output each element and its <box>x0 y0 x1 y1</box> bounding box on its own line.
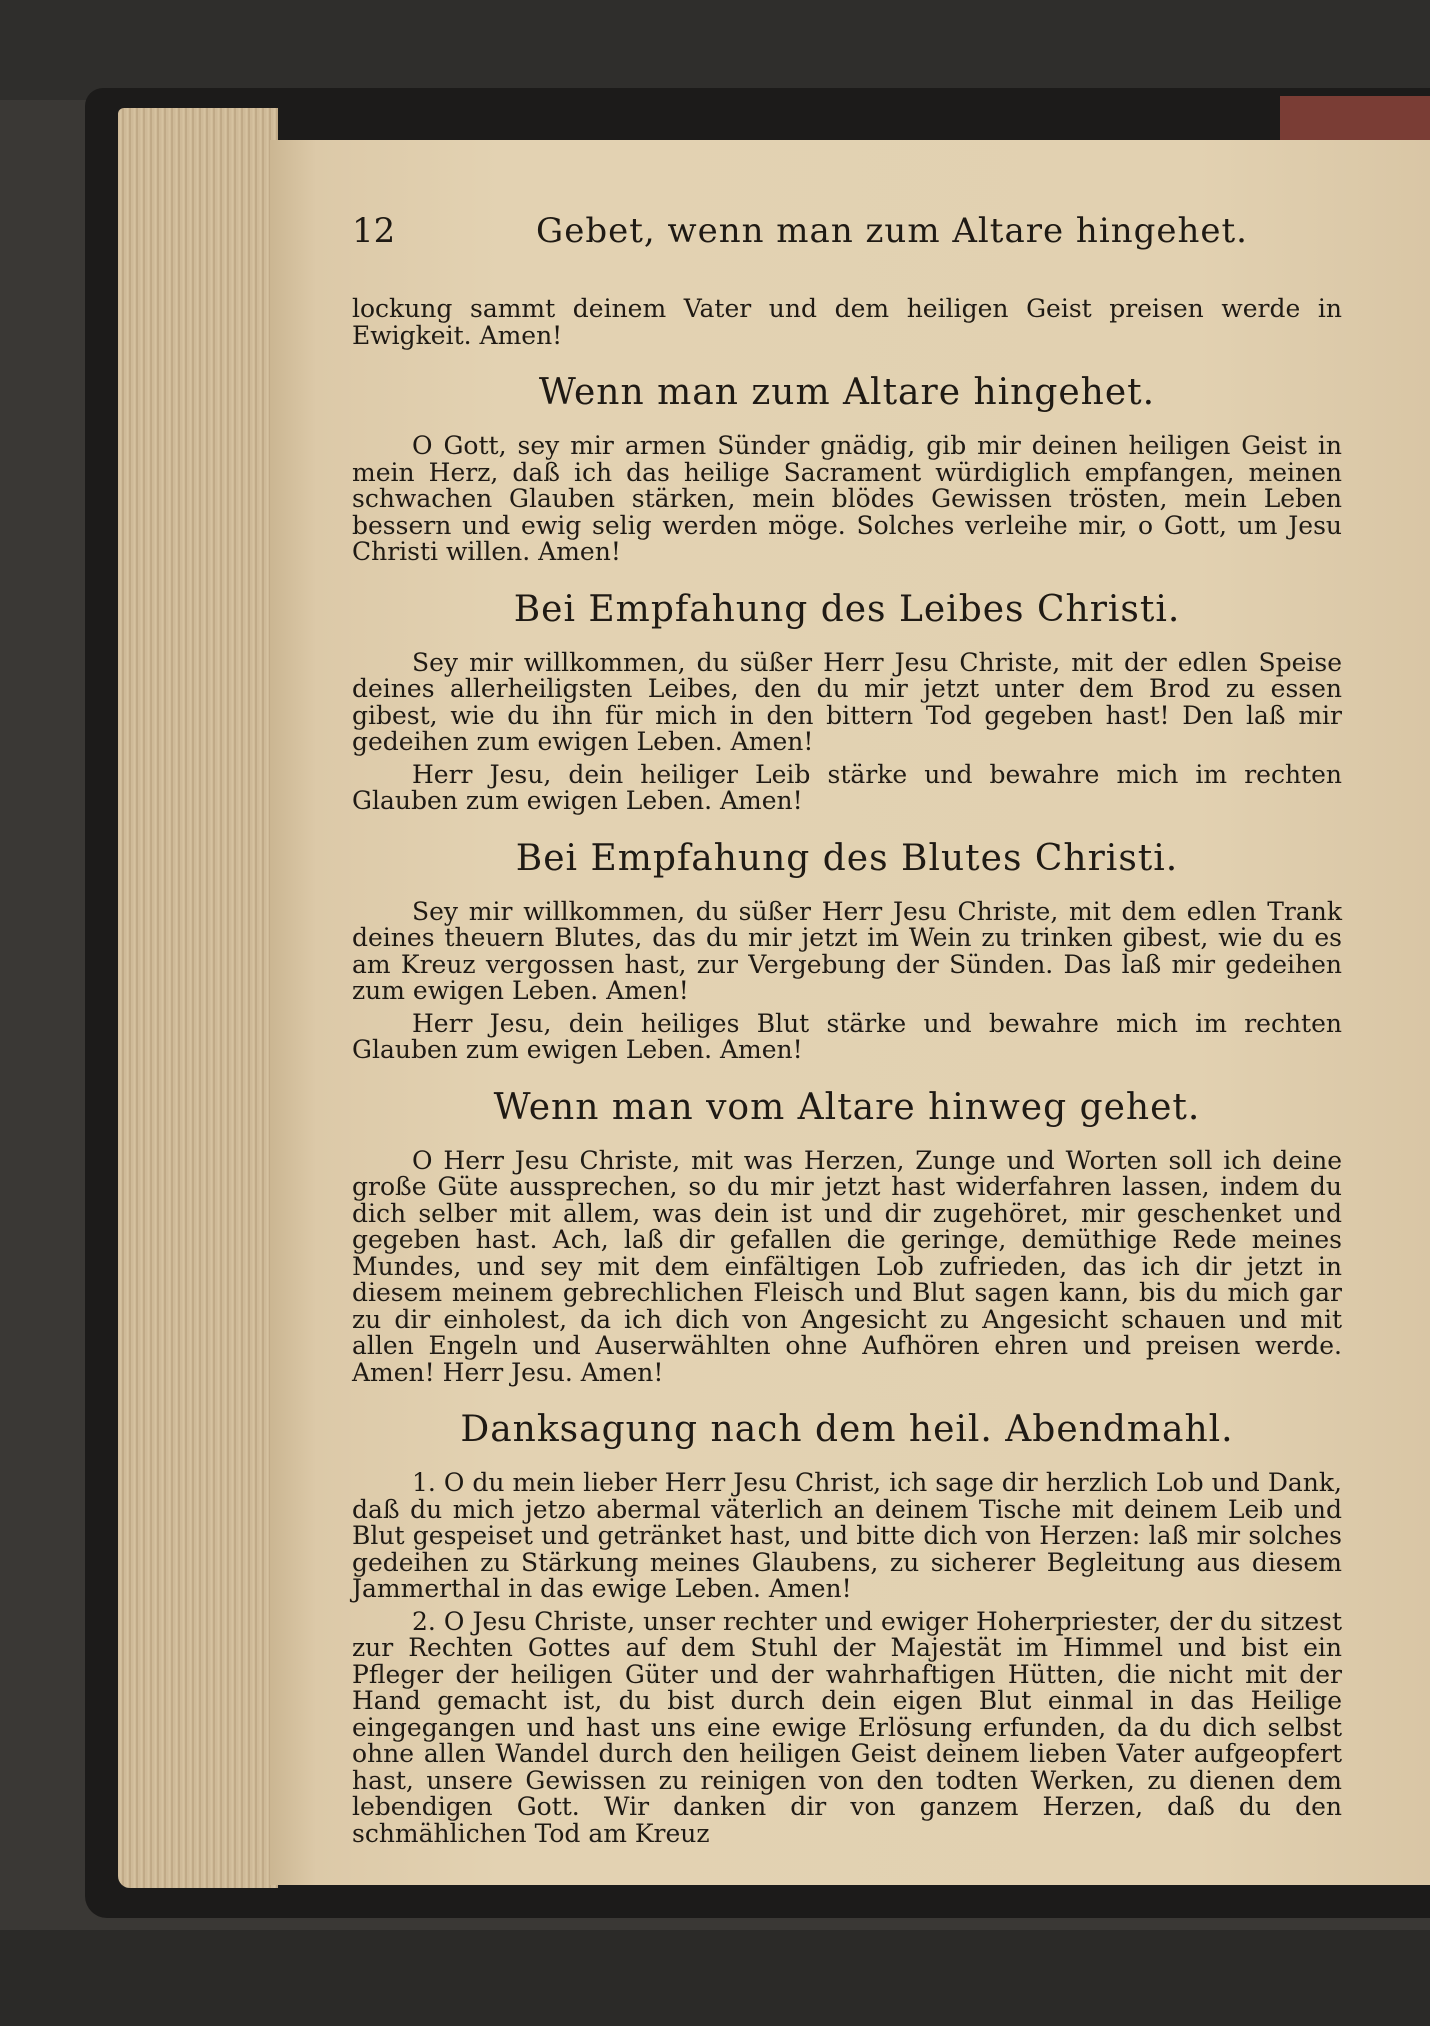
prayer-paragraph: Herr Jesu, dein heiliges Blut stärke und bewahre mich im rechten Glauben zum ewigen Leben. Amen! <box>352 1008 1342 1064</box>
section-heading: Danksagung nach dem heil. Abendmahl. <box>460 1409 1234 1450</box>
running-title: Gebet, wenn man zum Altare hingehet. <box>536 211 1248 251</box>
page-stack <box>118 108 278 1888</box>
section-blood-christi <box>352 837 1342 1064</box>
page-content <box>352 211 1342 1853</box>
backdrop-bottom <box>0 1930 1430 2026</box>
section-body-christi <box>352 588 1342 815</box>
page-number: 12 <box>352 211 396 251</box>
prayer-paragraph: 2. O Jesu Christe, unser rechter und ewiger Hoherpriester, der du sitzest zur Rechten Gottes auf dem Stuhl der Majestät im Himmel und bist ein Pfleger der heiligen Güter und der wahrhaftigen Hütten, die nicht mit der Hand gemacht ist, du bist durch dein eigen Blut einmal in das Heilige eingegangen und hast uns eine ewige Erlösung erfunden, da du dich selbst ohne allen Wandel durch den heiligen Geist deinem lieben Vater aufgeopfert hast, unsere Gewissen zu reinigen von den todten Werken, zu dienen dem lebendigen Gott. Wir danken dir von ganzem Herzen, daß du den schmählichen Tod am Kreuz <box>352 1606 1342 1848</box>
section-heading: Bei Empfahung des Leibes Christi. <box>513 588 1181 630</box>
section-heading: Wenn man vom Altare hinweg gehet. <box>493 1086 1201 1128</box>
section-heading: Wenn man zum Altare hingehet. <box>538 372 1156 413</box>
prayer-paragraph: 1. O du mein lieber Herr Jesu Christ, ich sage dir herzlich Lob und Dank, daß du mich jetzo abermal väterlich an deinem Tische mit deinem Leib und Blut gespeiset und getränket hast, und bitte dich von Herzen: laß mir solches gedeihen zu Stärkung meines Glaubens, zu sicherer Begleitung aus diesem Jammerthal in das ewige Leben. Amen! <box>352 1468 1342 1603</box>
prayer-paragraph: O Herr Jesu Christe, mit was Herzen, Zunge und Worten soll ich deine große Güte aussprechen, so du mir jetzt hast widerfahren lassen, indem du dich selber mit allem, was dein ist und dir zugehöret, mir geschenket und gegeben hast. Ach, laß dir gefallen die geringe, demüthige Rede meines Mundes, und sey mit dem einfältigen Lob zufrieden, das ich dir jetzt in diesem meinem gebrechlichen Fleisch und Blut sagen kann, bis du mich gar zu dir einholest, da ich dich von Angesicht zu Angesicht schauen und mit allen Engeln und Auserwählten ohne Aufhören ehren und preisen werde. Amen! Herr Jesu. Amen! <box>352 1145 1342 1387</box>
prayer-paragraph: O Gott, sey mir armen Sünder gnädig, gib mir deinen heiligen Geist in mein Herz, daß ich das heilige Sacrament würdiglich empfangen, meinen schwachen Glauben stärken, mein blödes Gewissen trösten, mein Leben bessern und ewig selig werden möge. Solches verleihe mir, o Gott, um Jesu Christi willen. Amen! <box>352 431 1342 566</box>
running-head <box>352 211 1342 274</box>
opening-text: lockung sammt deinem Vater und dem heiligen Geist preisen werde in Ewigkeit. Amen! <box>352 294 1342 350</box>
section-altar-approach <box>352 371 1342 566</box>
prayer-paragraph: Sey mir willkommen, du süßer Herr Jesu Christe, mit der edlen Speise deines allerheiligsten Leibes, den du mir jetzt unter dem Brod zu essen gibest, wie du ihn für mich in den bittern Tod gegeben hast! Den laß mir gedeihen zum ewigen Leben. Amen! <box>352 647 1342 756</box>
section-thanksgiving <box>352 1408 1342 1847</box>
backdrop-top <box>0 0 1430 100</box>
section-altar-leave <box>352 1086 1342 1387</box>
section-heading: Bei Empfahung des Blutes Christi. <box>515 837 1179 879</box>
prayer-paragraph: Herr Jesu, dein heiliger Leib stärke und bewahre mich im rechten Glauben zum ewigen Leben. Amen! <box>352 759 1342 815</box>
prayer-paragraph: Sey mir willkommen, du süßer Herr Jesu Christe, mit dem edlen Trank deines theuern Blutes, das du mir jetzt im Wein zu trinken gibest, wie du es am Kreuz vergossen hast, zur Vergebung der Sünden. Das laß mir gedeihen zum ewigen Leben. Amen! <box>352 896 1342 1005</box>
